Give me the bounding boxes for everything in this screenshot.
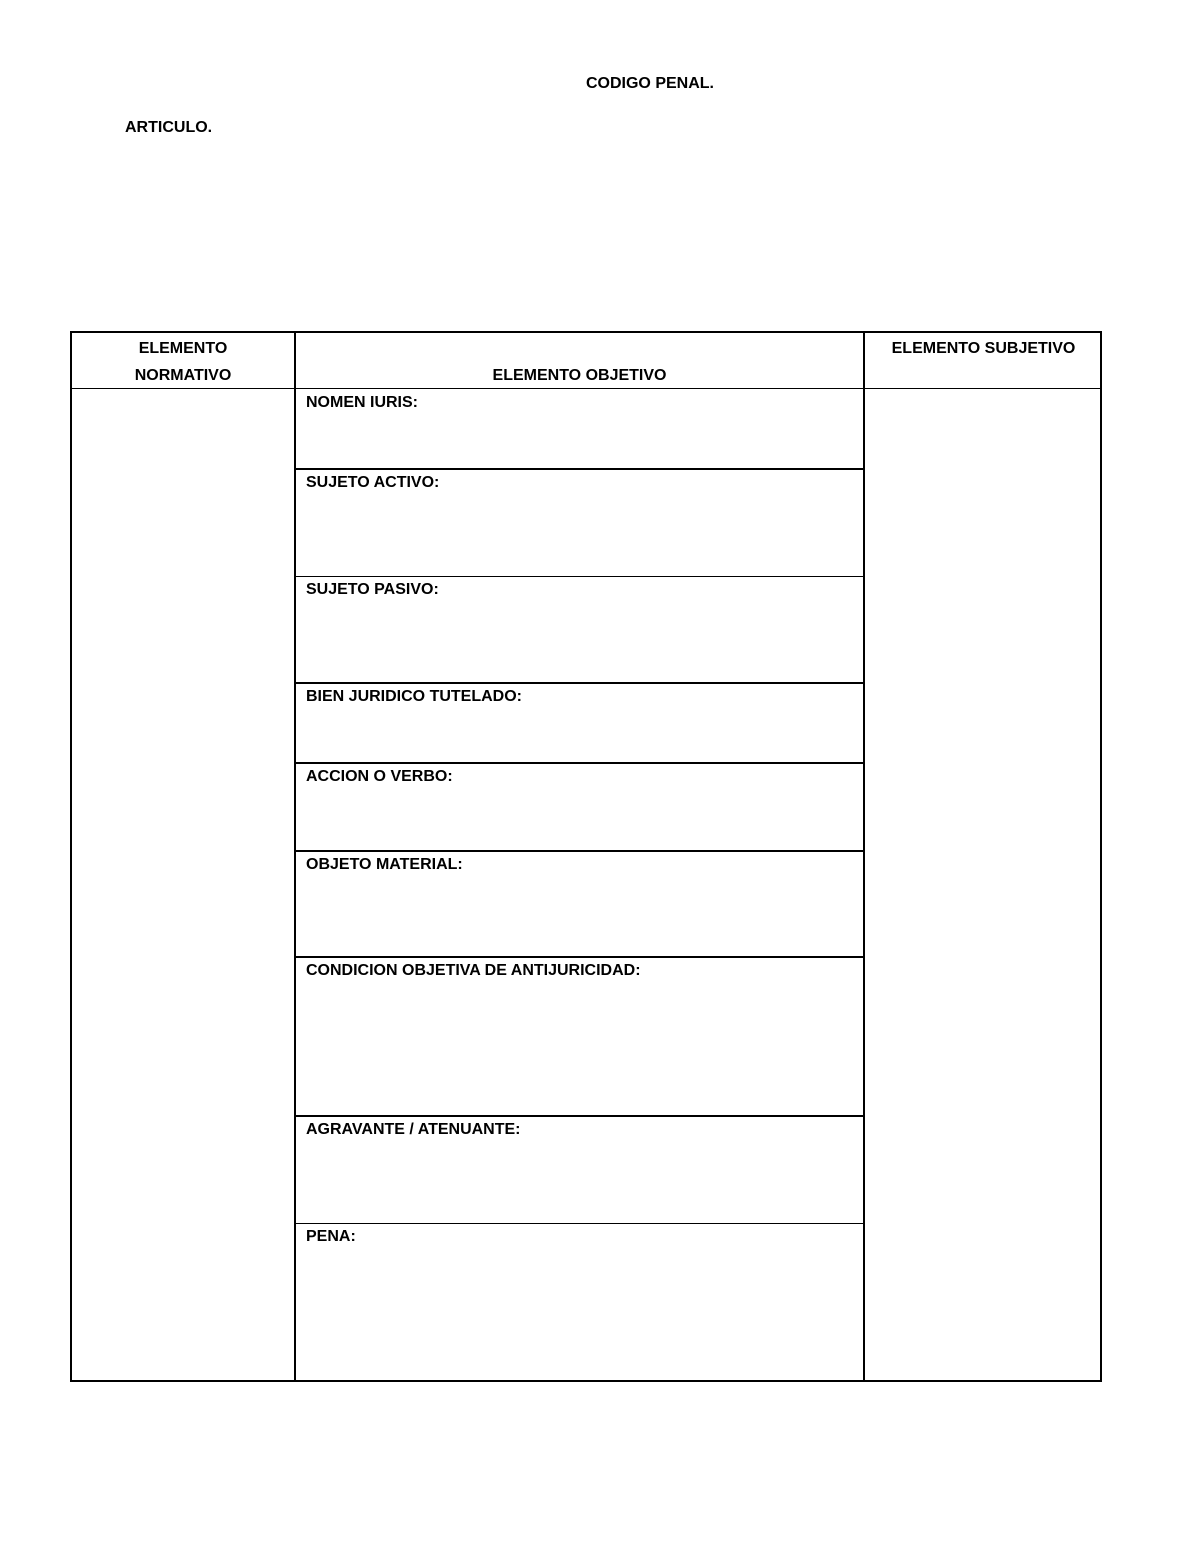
header-normativo-line2: NORMATIVO xyxy=(134,367,232,384)
field-label-pena: PENA: xyxy=(306,1228,356,1245)
analysis-table xyxy=(70,331,1102,1382)
field-label-condicion-objetiva: CONDICION OBJETIVA DE ANTIJURICIDAD: xyxy=(306,962,641,979)
cell-condicion-objetiva[interactable] xyxy=(296,958,863,1117)
header-normativo-line1: ELEMENTO xyxy=(138,340,228,357)
cell-pena[interactable] xyxy=(296,1224,863,1379)
field-label-agravante-atenuante: AGRAVANTE / ATENUANTE: xyxy=(306,1121,521,1138)
field-label-accion-verbo: ACCION O VERBO: xyxy=(306,768,453,785)
cell-sujeto-pasivo[interactable] xyxy=(296,577,863,684)
header-elemento-normativo xyxy=(72,335,294,389)
cell-accion-verbo[interactable] xyxy=(296,764,863,852)
field-label-objeto-material: OBJETO MATERIAL: xyxy=(306,856,463,873)
cell-elemento-normativo-body[interactable] xyxy=(72,390,294,1379)
cell-objeto-material[interactable] xyxy=(296,852,863,958)
cell-agravante-atenuante[interactable] xyxy=(296,1117,863,1224)
cell-sujeto-activo[interactable] xyxy=(296,470,863,577)
field-label-nomen-iuris: NOMEN IURIS: xyxy=(306,394,418,411)
article-label: ARTICULO. xyxy=(125,119,213,136)
header-elemento-subjetivo: ELEMENTO SUBJETIVO xyxy=(891,340,1076,357)
field-label-bien-juridico: BIEN JURIDICO TUTELADO: xyxy=(306,688,522,705)
cell-elemento-subjetivo-body[interactable] xyxy=(866,390,1101,1379)
cell-nomen-iuris[interactable] xyxy=(296,390,863,470)
field-label-sujeto-activo: SUJETO ACTIVO: xyxy=(306,474,440,491)
document-title: CODIGO PENAL. xyxy=(585,75,714,92)
column-divider-2 xyxy=(863,333,865,1380)
field-label-sujeto-pasivo: SUJETO PASIVO: xyxy=(306,581,439,598)
cell-bien-juridico[interactable] xyxy=(296,684,863,764)
header-elemento-objetivo: ELEMENTO OBJETIVO xyxy=(492,367,667,384)
